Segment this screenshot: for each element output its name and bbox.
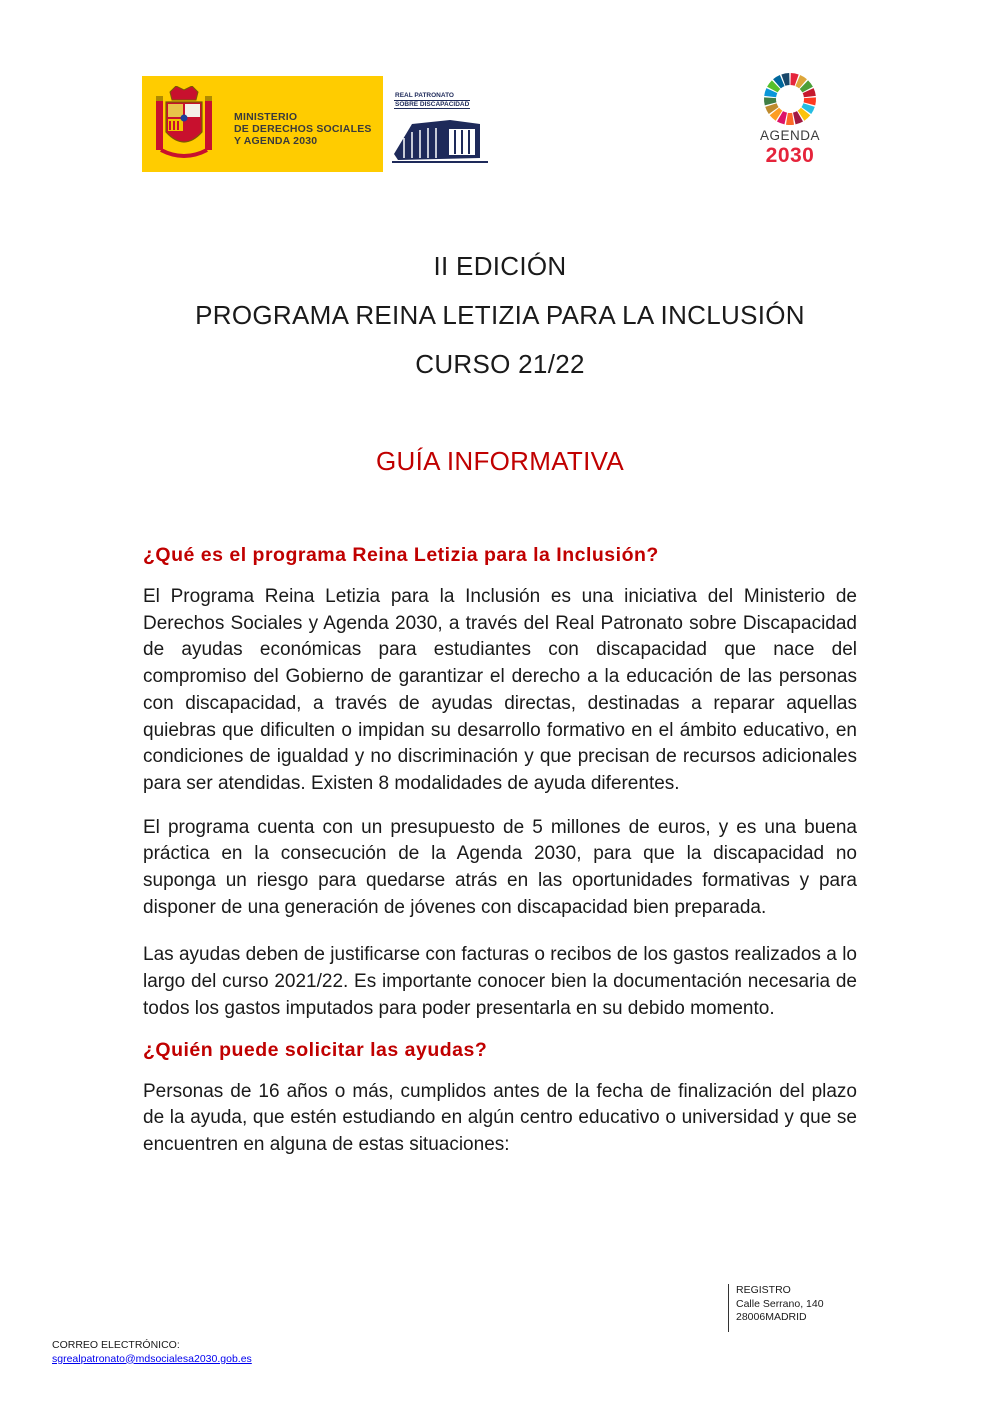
email-label: CORREO ELECTRÓNICO: bbox=[52, 1339, 180, 1351]
real-patronato-name: REAL PATRONATO SOBRE DISCAPACIDAD bbox=[395, 92, 470, 108]
edition-title: II EDICIÓN bbox=[433, 251, 567, 281]
paragraph-what-2: El programa cuenta con un presupuesto de 5 millones de euros, y es una buena práctica en la consecución de la Agenda 2030, para que la discapacidad no suponga un riesgo para quedarse atrás en las oportunidades formativas y para disponer de una generación de jóvenes con discapacidad bien preparada. bbox=[143, 816, 857, 918]
sdg-wheel-segment bbox=[786, 113, 794, 125]
building-icon bbox=[392, 114, 488, 164]
agenda-year: 2030 bbox=[765, 144, 815, 167]
sdg-wheel-icon bbox=[763, 72, 817, 126]
ministry-logo bbox=[142, 76, 383, 172]
course-title: CURSO 21/22 bbox=[415, 349, 585, 379]
section-heading-who: ¿Quién puede solicitar las ayudas? bbox=[143, 1038, 488, 1061]
email-link[interactable]: sgrealpatronato@mdsocialesa2030.gob.es bbox=[52, 1352, 252, 1365]
ministry-name: MINISTERIO DE DERECHOS SOCIALES Y AGENDA 2030 bbox=[234, 111, 372, 147]
agenda-label: AGENDA bbox=[759, 128, 820, 143]
real-patronato-logo bbox=[384, 76, 494, 172]
footer-registry-address: REGISTRO Calle Serrano, 140 28006MADRID bbox=[728, 1284, 824, 1332]
document-body bbox=[143, 544, 857, 1159]
coat-of-arms-icon bbox=[156, 86, 212, 162]
paragraph-who-1: Personas de 16 años o más, cumplidos antes de la fecha de finalización del plazo de la ayuda, que estén estudiando en algún centro educativo o universidad y que se encuentren en alguna de estas situaciones: bbox=[143, 1080, 857, 1155]
paragraph-what-1: El Programa Reina Letizia para la Inclusión es una iniciativa del Ministerio de Derechos Sociales y Agenda 2030, a través del Real Patronato sobre Discapacidad de ayudas económicas para estudiantes con discapacidad que nace del compromiso del Gobierno de garantizar el derecho a la educación de las personas con discapacidad, a través de ayudas directas, destinadas a reparar aquellas quiebras que dificulten o impidan su desarrollo formativo en el ámbito educativo, en condiciones de igualdad y no discriminación y que precisan de recursos adicionales para ser atendidas. Existen 8 modalidades de ayuda diferentes. bbox=[143, 586, 857, 794]
footer-email-block bbox=[52, 1339, 252, 1366]
section-heading-what: ¿Qué es el programa Reina Letizia para la Inclusión? bbox=[143, 544, 659, 566]
paragraph-what-3: Las ayudas deben de justificarse con facturas o recibos de los gastos realizados a lo largo del curso 2021/22. Es importante conocer bien la documentación necesaria de todos los gastos imputados para poder presentarla en su debido momento. bbox=[143, 944, 857, 1019]
guide-title: GUÍA INFORMATIVA bbox=[376, 446, 624, 476]
program-title: PROGRAMA REINA LETIZIA PARA LA INCLUSIÓN bbox=[195, 300, 805, 330]
agenda-2030-logo bbox=[755, 70, 825, 170]
